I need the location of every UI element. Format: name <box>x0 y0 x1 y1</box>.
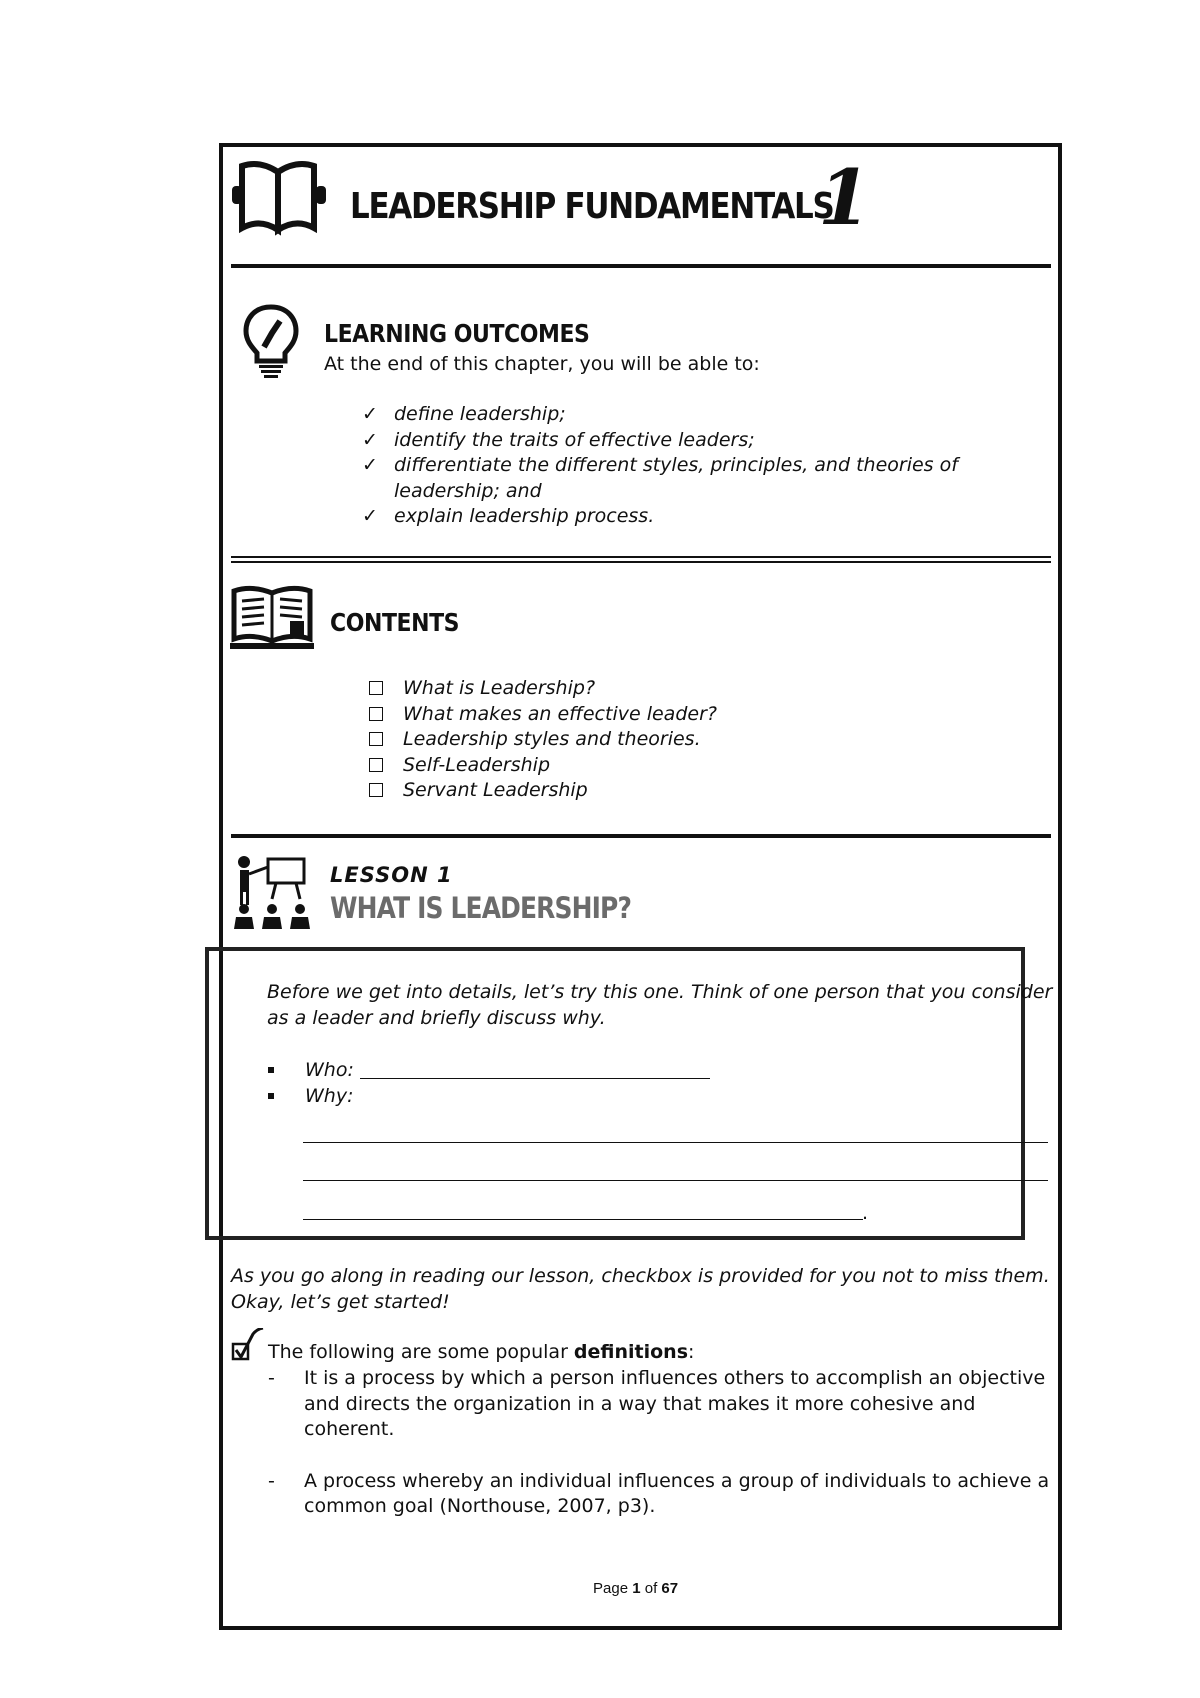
learning-outcomes-list <box>362 402 1002 530</box>
learning-outcomes-title: LEARNING OUTCOMES <box>324 319 590 348</box>
checkmark-icon: ✓ <box>362 428 378 451</box>
lesson-label: LESSON 1 <box>330 863 453 887</box>
checkbox-icon <box>369 758 383 772</box>
definitions-list <box>268 1366 1058 1520</box>
intro-line-2: Okay, let’s get started! <box>231 1291 450 1313</box>
page-footer: Page 1 of 67 <box>593 1580 679 1597</box>
intro-line-1: As you go along in reading our lesson, checkbox is provided for you not to miss them. <box>231 1265 1050 1287</box>
list-item: ✓ differentiate the different styles, principles, and theories of leadership; and <box>362 454 958 502</box>
who-label: Who: <box>305 1059 354 1081</box>
why-period: . <box>862 1202 869 1224</box>
list-item: What is Leadership? <box>369 676 969 702</box>
list-item: What makes an effective leader? <box>369 702 969 728</box>
list-item: ✓ explain leadership process. <box>362 504 1002 530</box>
contents-list <box>369 676 969 804</box>
learning-outcomes-intro: At the end of this chapter, you will be able to: <box>324 353 760 375</box>
bullet-icon <box>268 1093 274 1099</box>
divider <box>231 556 1051 563</box>
book-contents-icon <box>230 585 314 651</box>
checked-box-icon <box>231 1328 267 1362</box>
open-book-icon <box>232 158 326 236</box>
teacher-presentation-icon <box>232 855 316 931</box>
checkbox-icon <box>369 707 383 721</box>
bullet-icon <box>268 1067 274 1073</box>
why-answer-line[interactable] <box>303 1180 1048 1181</box>
lesson-title: WHAT IS LEADERSHIP? <box>330 891 632 925</box>
checkmark-icon: ✓ <box>362 505 378 527</box>
checkmark-icon: ✓ <box>362 454 378 476</box>
list-item: - A process whereby an individual influences a group of individuals to achieve a common goal (Northouse, 2007, p3). <box>268 1469 1050 1517</box>
activity-prompt-line-1: Before we get into details, let’s try this one. Think of one person that you consider <box>267 981 1053 1003</box>
who-answer-line[interactable] <box>360 1078 710 1079</box>
list-item: ✓ define leadership; <box>362 402 1002 428</box>
list-item: Servant Leadership <box>369 778 969 804</box>
checkbox-icon <box>369 732 383 746</box>
list-item: Self-Leadership <box>369 753 969 779</box>
definitions-bold: definitions <box>573 1341 689 1363</box>
definitions-lead: The following are some popular definitions: <box>268 1341 695 1363</box>
chapter-title: LEADERSHIP FUNDAMENTALS <box>350 186 834 227</box>
why-answer-line[interactable] <box>303 1142 1048 1143</box>
chapter-number: 1 <box>818 153 871 242</box>
list-item: ✓ identify the traits of effective leaders; <box>362 428 1002 454</box>
activity-prompt-line-2: as a leader and briefly discuss why. <box>267 1007 606 1029</box>
contents-title: CONTENTS <box>330 608 460 637</box>
checkmark-icon: ✓ <box>362 403 378 425</box>
divider <box>231 834 1051 838</box>
lightbulb-icon <box>242 303 300 379</box>
divider <box>231 264 1051 268</box>
list-item: - It is a process by which a person influences others to accomplish an objective and directs the organization in a way that makes it more cohesive and coherent. <box>268 1367 1046 1440</box>
why-label: Why: <box>305 1085 354 1107</box>
checkbox-icon <box>369 783 383 797</box>
list-item: Leadership styles and theories. <box>369 727 969 753</box>
why-answer-line[interactable] <box>303 1219 863 1220</box>
checkbox-icon <box>369 681 383 695</box>
